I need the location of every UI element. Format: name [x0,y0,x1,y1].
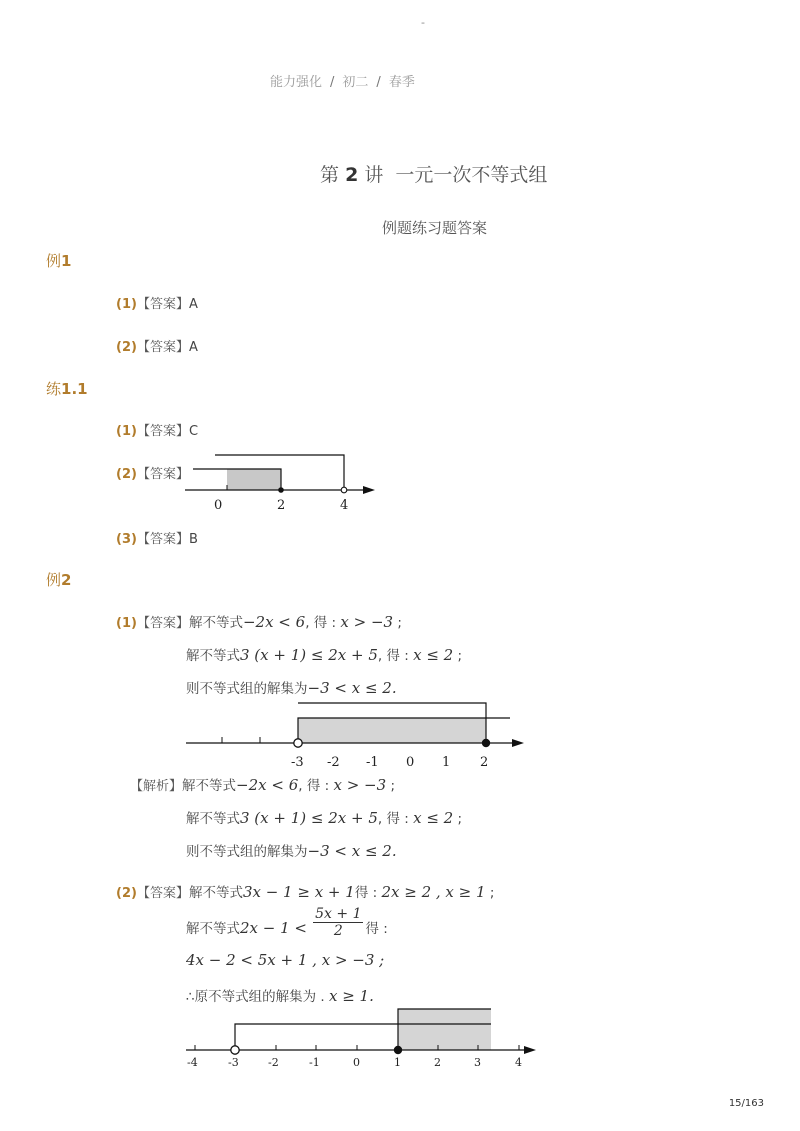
open-endpoint [341,487,347,493]
math-expr: 3 (x + 1) ≤ 2x + 5 [240,646,378,664]
closed-endpoint [394,1046,402,1054]
section-number: 1 [61,252,72,270]
page-number: 15/163 [728,1098,764,1109]
math-expr: x ≥ 1. [328,987,374,1005]
question-number: (1) [116,297,137,312]
number-line-pr1 [185,452,385,514]
axis-label: 2 [277,498,286,513]
analysis-line [186,840,397,860]
top-mark: - [421,16,425,29]
answer-value: A [188,340,198,355]
lecture-prefix: 第 [320,164,340,186]
axis-label: 4 [515,1056,522,1069]
axis-label: 2 [434,1056,441,1069]
answer-tag: 【答案】 [136,616,189,631]
axis-label: -4 [187,1056,198,1069]
answer-value: C [188,424,199,439]
math-expr: −2x < 6 [236,776,299,794]
lecture-title [320,160,547,187]
step-text: , 得 : [305,615,341,631]
math-expr: x ≤ 2 [413,809,454,827]
step-text: , 得 : [377,648,414,664]
axis-label: -3 [228,1056,239,1069]
section-heading-ex1 [46,250,71,271]
answer-tag: 【答案】 [136,340,189,355]
axis-label: 0 [353,1056,360,1069]
step-text: 得 : [365,921,388,937]
step-text: 解不等式 [186,648,240,664]
axis-label: -1 [366,755,379,770]
math-expr: 2x ≥ 2 , x ≥ 1 [381,883,486,901]
axis-label: 1 [394,1056,401,1069]
axis-label: 0 [406,755,415,770]
solution-line [186,951,384,969]
axis-arrow [524,1046,536,1054]
math-expr: x ≤ 2 [413,646,454,664]
step-text: ; [453,811,463,827]
solution-line [186,677,397,697]
solution-shading [298,718,486,743]
step-text: 解不等式 [188,615,243,631]
axis-label: -1 [309,1056,320,1069]
step-text: 解不等式 [188,885,243,901]
breadcrumb-separator: / [330,75,335,90]
math-expr: −3 < x ≤ 2. [307,679,397,697]
section-label: 例 [46,571,62,589]
analysis-line [130,774,395,794]
step-text: ; [393,615,402,631]
closed-endpoint [482,739,490,747]
lecture-number: 2 [345,164,359,186]
breadcrumb [270,71,415,90]
answer-row [116,528,198,547]
breadcrumb-item: 春季 [388,75,415,90]
section-heading-ex2 [46,569,71,590]
solution-shading [227,469,281,490]
section-label: 练 [46,380,62,398]
math-expr: x > −3 [340,613,394,631]
number-line-ex2-q2 [180,1004,542,1076]
section-number: 2 [61,571,72,589]
axis-arrow [512,739,524,747]
math-expr: 4x − 2 < 5x + 1 , x > −3 ; [186,951,385,969]
solution-shading [398,1009,491,1050]
axis-label: -2 [327,755,340,770]
solution-line [116,611,402,631]
breadcrumb-separator: / [376,75,381,90]
answer-tag: 【答案】 [136,424,189,439]
step-text: , 得 : [298,778,334,794]
math-expr: 2x − 1 < [240,919,307,937]
analysis-tag: 【解析】 [130,779,183,794]
solution-line [116,881,494,901]
math-expr: x > −3 [333,776,387,794]
question-number: (1) [116,424,137,439]
step-text: ∴原不等式组的解集为 . [186,989,329,1005]
math-expr: 3 (x + 1) ≤ 2x + 5 [240,809,378,827]
closed-endpoint [278,487,284,493]
page-subtitle: 例题练习题答案 [382,219,488,237]
answer-value: B [188,532,198,547]
fraction [313,906,363,939]
question-number: (1) [116,616,137,631]
solution-line [186,985,374,1005]
fraction-denominator: 2 [333,923,343,939]
step-text: 则不等式组的解集为 [186,681,308,697]
breadcrumb-item: 能力强化 [270,75,323,90]
section-heading-pr1 [46,378,88,399]
axis-arrow [363,486,375,494]
answer-tag: 【答案】 [136,886,189,901]
solution-line [186,644,462,664]
answer-tag: 【答案】 [136,467,189,482]
answer-row [116,293,198,312]
step-text: ; [453,648,463,664]
answer-row [116,336,198,355]
step-text: , 得 : [377,811,414,827]
solution-line [186,906,388,946]
open-endpoint [231,1046,239,1054]
axis-label: 0 [214,498,223,513]
step-text: ; [485,885,495,901]
step-text: 解不等式 [186,921,240,937]
lecture-topic: 一元一次不等式组 [395,164,548,186]
question-number: (2) [116,467,137,482]
step-text: 得 : [354,885,382,901]
answer-tag: 【答案】 [136,532,189,547]
question-number: (3) [116,532,137,547]
step-text: ; [386,778,395,794]
axis-label: 1 [442,755,451,770]
math-expr: −2x < 6 [242,613,306,631]
analysis-line [186,807,462,827]
axis-label: -3 [291,755,304,770]
open-endpoint [294,739,302,747]
question-number: (2) [116,340,137,355]
step-text: 则不等式组的解集为 [186,844,308,860]
lecture-suffix: 讲 [364,164,384,186]
answer-tag: 【答案】 [136,297,189,312]
axis-label: 2 [480,755,489,770]
step-text: 解不等式 [186,811,240,827]
math-expr: −3 < x ≤ 2. [307,842,397,860]
axis-label: 4 [340,498,349,513]
axis-label: -2 [268,1056,279,1069]
math-expr: 3x − 1 ≥ x + 1 [242,883,355,901]
section-label: 例 [46,252,62,270]
section-number: 1.1 [61,380,88,398]
axis-label: 3 [474,1056,481,1069]
answer-value: A [188,297,198,312]
answer-row [116,420,198,439]
answer-row [116,463,189,482]
question-number: (2) [116,886,137,901]
number-line-ex2-q1 [180,698,530,774]
breadcrumb-item: 初二 [342,75,369,90]
step-text: 解不等式 [182,778,237,794]
fraction-numerator: 5x + 1 [315,906,362,922]
